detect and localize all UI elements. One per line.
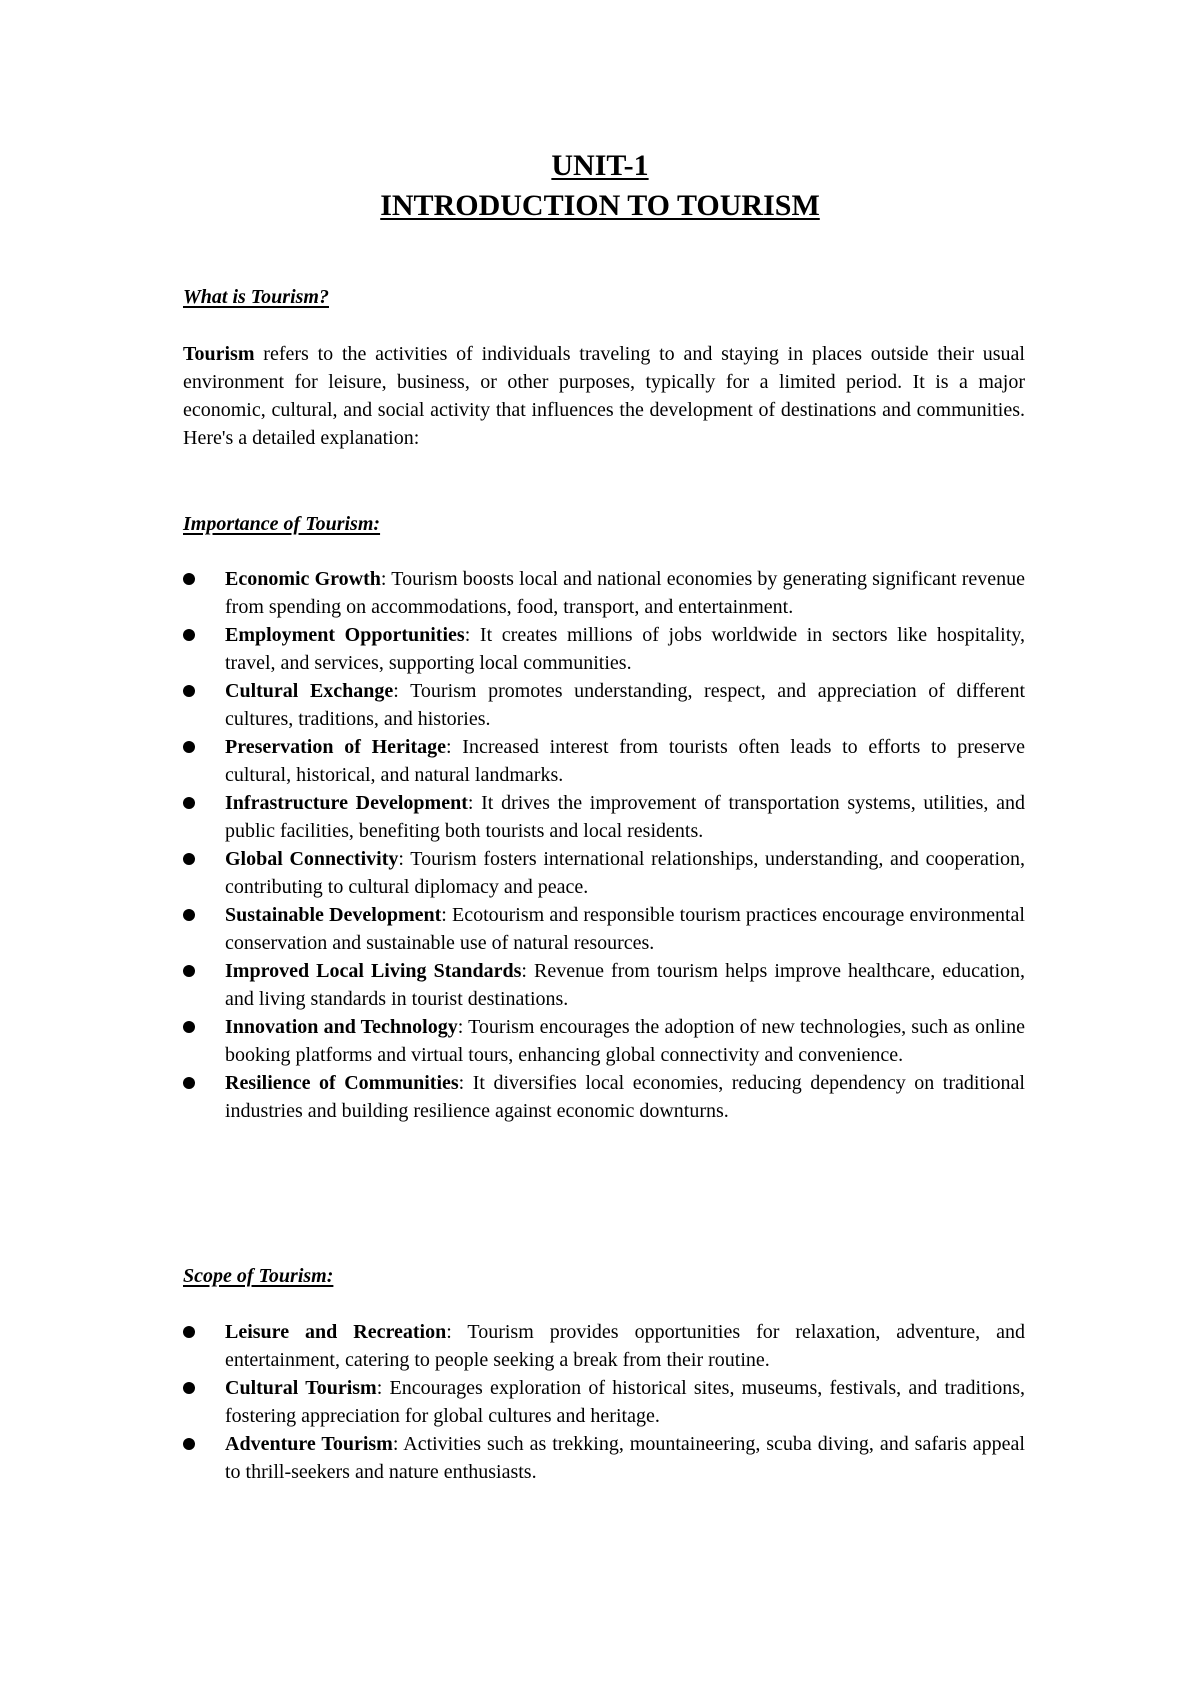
list-item bbox=[183, 1013, 1025, 1069]
list-item-text: : Increased interest from tourists often leads to efforts to preserve cultural, historical, and natural landmarks. bbox=[225, 736, 1025, 786]
list-item-term: Preservation of Heritage bbox=[225, 736, 447, 758]
list-item-term: Global Connectivity bbox=[225, 848, 399, 870]
list-item-term: Cultural Exchange bbox=[225, 680, 394, 702]
bullet-icon bbox=[183, 965, 195, 977]
importance-heading: Importance of Tourism: bbox=[183, 513, 381, 535]
unit-label: UNIT-1 bbox=[551, 149, 649, 182]
document-title bbox=[0, 146, 1200, 226]
what-is-section bbox=[183, 283, 1025, 311]
list-item-text: : It creates millions of jobs worldwide in sectors like hospitality, travel, and services, supporting local communities. bbox=[225, 624, 1025, 674]
bullet-icon bbox=[183, 1326, 195, 1338]
bullet-icon bbox=[183, 1077, 195, 1089]
scope-list-wrap bbox=[183, 1318, 1025, 1486]
bullet-icon bbox=[183, 797, 195, 809]
scope-heading: Scope of Tourism: bbox=[183, 1265, 334, 1287]
list-item-text: : Tourism fosters international relationships, understanding, and cooperation, contributing to cultural diplomacy and peace. bbox=[225, 848, 1026, 898]
list-item-text: : It diversifies local economies, reducing dependency on traditional industries and building resilience against economic downturns. bbox=[225, 1072, 1025, 1122]
list-item-term: Resilience of Communities bbox=[225, 1072, 459, 1094]
list-item bbox=[183, 1069, 1025, 1125]
scope-list bbox=[183, 1318, 1025, 1486]
definition-text: refers to the activities of individuals traveling to and staying in places outside their usual environment for leisure, business, or other purposes, typically for a limited period. It is a major economic, cultural, and social activity that influences the development of destinations and communities. Here's a detailed explanation: bbox=[183, 343, 1025, 449]
list-item bbox=[183, 1430, 1025, 1486]
list-item bbox=[183, 1318, 1025, 1374]
list-item bbox=[183, 789, 1025, 845]
list-item-text: : Encourages exploration of historical sites, museums, festivals, and traditions, fostering appreciation for global cultures and heritage. bbox=[225, 1377, 1026, 1427]
list-item-term: Improved Local Living Standards bbox=[225, 960, 522, 982]
list-item-text: : It drives the improvement of transportation systems, utilities, and public facilities, benefiting both tourists and local residents. bbox=[225, 792, 1025, 842]
bullet-icon bbox=[183, 853, 195, 865]
what-is-heading: What is Tourism? bbox=[183, 286, 329, 308]
bullet-icon bbox=[183, 909, 195, 921]
unit-title: INTRODUCTION TO TOURISM bbox=[380, 189, 820, 222]
importance-list-wrap bbox=[183, 565, 1025, 1125]
bullet-icon bbox=[183, 629, 195, 641]
list-item bbox=[183, 901, 1025, 957]
importance-section bbox=[183, 510, 1025, 538]
bullet-icon bbox=[183, 1021, 195, 1033]
bullet-icon bbox=[183, 1438, 195, 1450]
bullet-icon bbox=[183, 573, 195, 585]
importance-list bbox=[183, 565, 1025, 1125]
definition-paragraph bbox=[183, 340, 1025, 452]
list-item-text: : Ecotourism and responsible tourism practices encourage environmental conservation and sustainable use of natural resources. bbox=[225, 904, 1025, 954]
list-item bbox=[183, 733, 1025, 789]
list-item-text: : Activities such as trekking, mountaineering, scuba diving, and safaris appeal to thrill-seekers and nature enthusiasts. bbox=[225, 1433, 1025, 1483]
list-item-text: : Tourism promotes understanding, respect, and appreciation of different cultures, traditions, and histories. bbox=[225, 680, 1025, 730]
list-item-term: Adventure Tourism bbox=[225, 1433, 393, 1455]
list-item-text: : Tourism encourages the adoption of new technologies, such as online booking platforms and virtual tours, enhancing global connectivity and convenience. bbox=[225, 1016, 1025, 1066]
list-item-text: : Revenue from tourism helps improve healthcare, education, and living standards in tourist destinations. bbox=[225, 960, 1025, 1010]
list-item-term: Cultural Tourism bbox=[225, 1377, 377, 1399]
list-item bbox=[183, 957, 1025, 1013]
list-item bbox=[183, 565, 1025, 621]
list-item-term: Innovation and Technology bbox=[225, 1016, 458, 1038]
list-item bbox=[183, 677, 1025, 733]
bullet-icon bbox=[183, 741, 195, 753]
list-item-text: : Tourism provides opportunities for relaxation, adventure, and entertainment, catering to people seeking a break from their routine. bbox=[225, 1321, 1025, 1371]
list-item-term: Employment Opportunities bbox=[225, 624, 465, 646]
list-item bbox=[183, 621, 1025, 677]
bullet-icon bbox=[183, 1382, 195, 1394]
list-item-term: Economic Growth bbox=[225, 568, 381, 590]
list-item-text: : Tourism boosts local and national economies by generating significant revenue from spending on accommodations, food, transport, and entertainment. bbox=[225, 568, 1026, 618]
list-item-term: Sustainable Development bbox=[225, 904, 442, 926]
list-item bbox=[183, 845, 1025, 901]
what-is-body bbox=[183, 340, 1025, 452]
list-item-term: Infrastructure Development bbox=[225, 792, 468, 814]
list-item-term: Leisure and Recreation bbox=[225, 1321, 447, 1343]
definition-term: Tourism bbox=[183, 343, 255, 365]
scope-section bbox=[183, 1262, 1025, 1290]
bullet-icon bbox=[183, 685, 195, 697]
list-item bbox=[183, 1374, 1025, 1430]
